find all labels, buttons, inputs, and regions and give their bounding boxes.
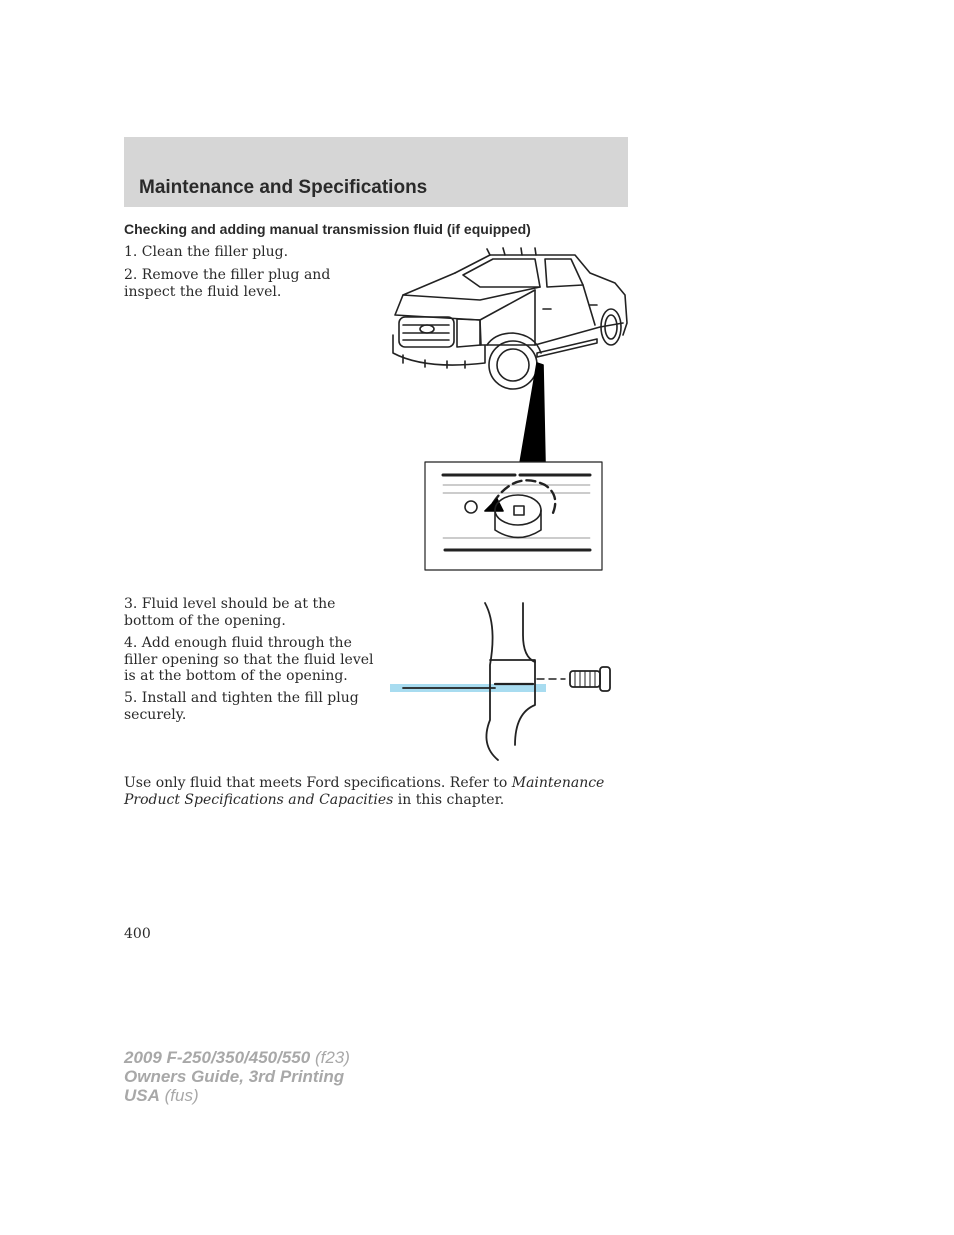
step-1: 1. Clean the filler plug. (124, 244, 289, 260)
step-3: 3. Fluid level should be at the bottom of the opening. (124, 596, 336, 629)
document-footer (124, 1048, 350, 1105)
fluid-spec-note (124, 775, 629, 808)
step-2: 2. Remove the filler plug and inspect the fluid level. (124, 267, 331, 300)
note-text-end: in this chapter. (393, 791, 505, 808)
page-number: 400 (124, 926, 151, 942)
footer-region: USA (124, 1086, 160, 1105)
footer-model: 2009 F-250/350/450/550 (124, 1048, 311, 1067)
section-heading: Checking and adding manual transmission fluid (if equipped) (124, 221, 531, 237)
footer-region-code: (fus) (159, 1086, 199, 1105)
step-5: 5. Install and tighten the fill plug securely. (124, 690, 359, 723)
note-reference: Maintenance Product Specifications and Capacities (124, 775, 605, 808)
page-title: Maintenance and Specifications (139, 177, 428, 198)
footer-guide: Owners Guide, 3rd Printing (124, 1067, 345, 1086)
footer-model-code: (f23) (310, 1048, 350, 1067)
fluid-level-diagram-icon (385, 595, 630, 765)
pickup-truck-icon (385, 245, 635, 575)
step-4: 4. Add enough fluid through the filler opening so that the fluid level is at the bottom of the opening. (124, 635, 374, 684)
note-text: Use only fluid that meets Ford specifications. Refer to (124, 775, 512, 791)
